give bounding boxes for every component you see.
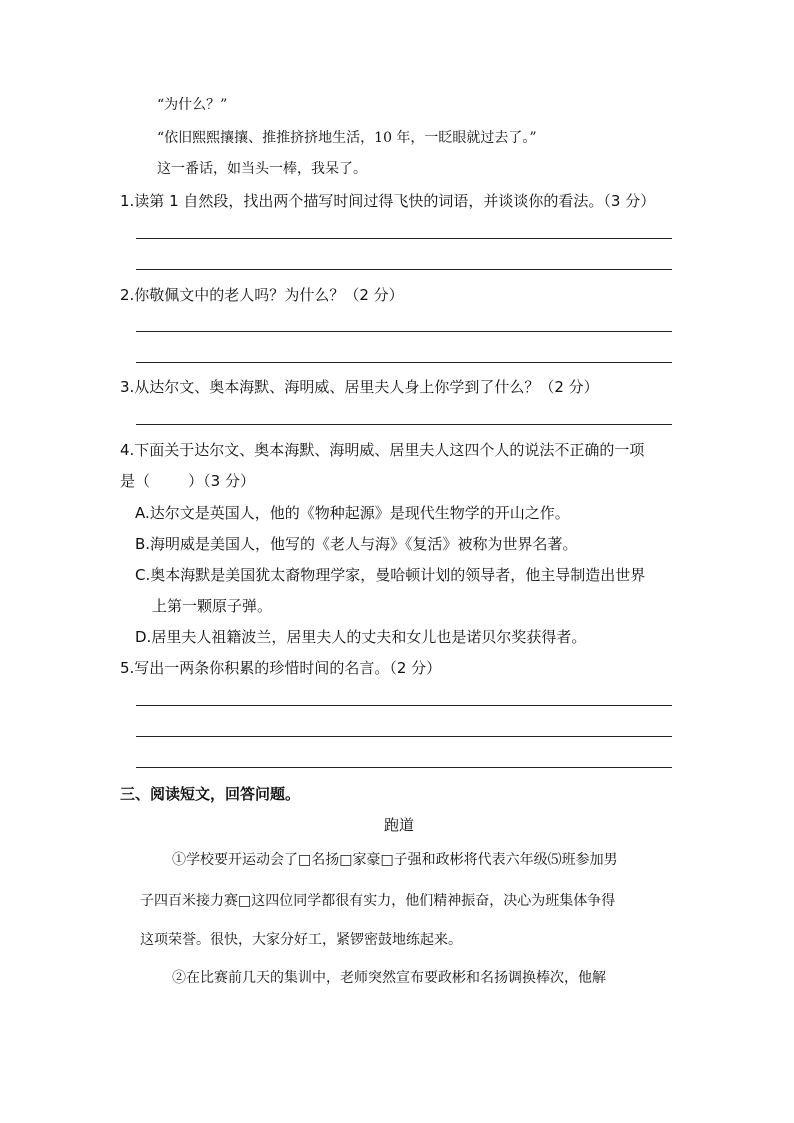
option-d: D.居里夫人祖籍波兰，居里夫人的丈夫和女儿也是诺贝尔奖获得者。 [135, 628, 587, 646]
dialogue-line-2: “依旧熙熙攘攘、推推挤挤地生活，10 年，一眨眼就过去了。” [157, 130, 537, 146]
answer-line [136, 238, 672, 239]
passage-paragraph-1-line-3: 这项荣誉。很快，大家分好工，紧锣密鼓地练起来。 [140, 932, 462, 948]
dialogue-line-3: 这一番话，如当头一棒，我呆了。 [157, 161, 367, 177]
answer-line [136, 269, 672, 270]
answer-line [136, 331, 672, 332]
dialogue-line-1: “为什么？” [157, 97, 228, 113]
passage-title: 跑道 [384, 816, 415, 834]
answer-line [136, 362, 672, 363]
answer-line [136, 736, 672, 737]
section-heading: 三、阅读短文，回答问题。 [120, 785, 301, 803]
passage-paragraph-2-line-1: ②在比赛前几天的集训中，老师突然宣布要政彬和名扬调换棒次，他解 [172, 970, 606, 986]
passage-paragraph-1-line-2: 子四百米接力赛□这四位同学都很有实力，他们精神振奋，决心为班集体争得 [140, 893, 616, 909]
question-2: 2.你敬佩文中的老人吗？为什么？（2 分） [120, 286, 404, 304]
question-3: 3.从达尔文、奥本海默、海明威、居里夫人身上你学到了什么？（2 分） [120, 378, 599, 396]
question-5: 5.写出一两条你积累的珍惜时间的名言。（2 分） [120, 659, 442, 677]
option-b: B.海明威是美国人，他写的《老人与海》《复活》被称为世界名著。 [135, 535, 578, 553]
answer-line [136, 424, 672, 425]
question-1: 1.读第 1 自然段，找出两个描写时间过得飞快的词语，并谈谈你的看法。（3 分） [120, 192, 656, 210]
option-c-line-1: C.奥本海默是美国犹太裔物理学家，曼哈顿计划的领导者，他主导制造出世界 [135, 566, 646, 584]
answer-line [136, 767, 672, 768]
option-a: A.达尔文是英国人，他的《物种起源》是现代生物学的开山之作。 [135, 504, 570, 522]
option-c-line-2: 上第一颗原子弹。 [152, 597, 273, 615]
passage-paragraph-1-line-1: ①学校要开运动会了□名扬□家豪□子强和政彬将代表六年级⑸班参加男 [172, 852, 618, 868]
answer-line [136, 705, 672, 706]
question-4-line-2: 是（ ）（3 分） [120, 472, 255, 490]
question-4-line-1: 4.下面关于达尔文、奥本海默、海明威、居里夫人这四个人的说法不正确的一项 [120, 441, 645, 459]
